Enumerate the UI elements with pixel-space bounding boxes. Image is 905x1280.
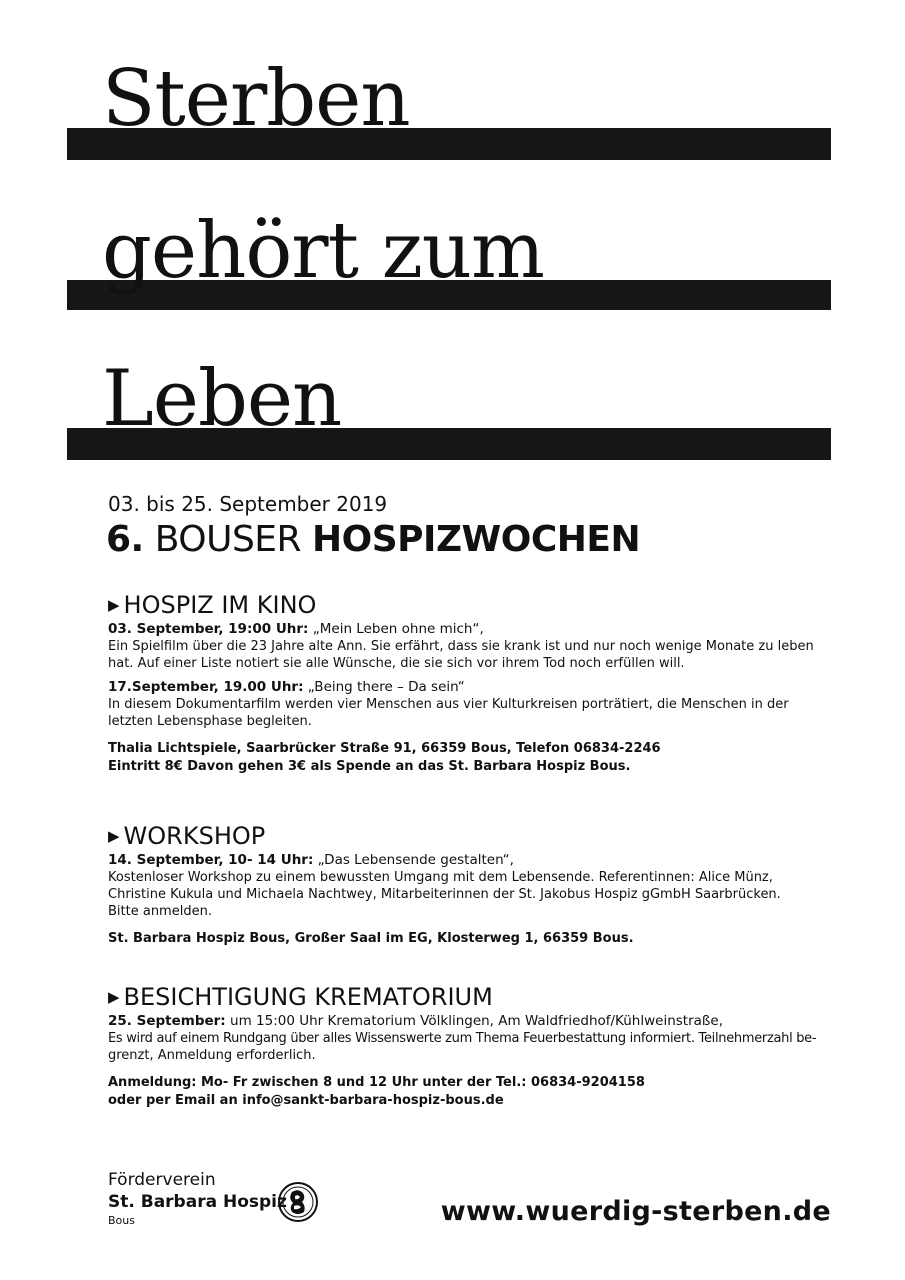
section-kino (108, 592, 848, 776)
film2-title: „Being there – Da sein“ (307, 678, 465, 695)
triangle-right-icon: ▶ (108, 596, 120, 615)
triangle-right-icon: ▶ (108, 827, 120, 846)
org-line-1: Förderverein (108, 1170, 216, 1190)
org-line-2: St. Barbara Hospiz (108, 1192, 287, 1212)
krematorium-details: um 15:00 Uhr Krematorium Völklingen, Am Waldfriedhof/Kühlweinstraße, (230, 1012, 724, 1029)
registration-phone: Anmeldung: Mo- Fr zwischen 8 und 12 Uhr unter der Tel.: 06834-9204158 (108, 1074, 645, 1090)
film1-desc-1: Ein Spielfilm über die 23 Jahre alte Ann. Sie erfährt, dass sie krank ist und nur noch wenige Monate zu leben (108, 638, 814, 654)
krematorium-header (108, 1012, 848, 1030)
section-krematorium (108, 984, 848, 1110)
section-krematorium-heading (108, 984, 848, 1012)
film1-title: „Mein Leben ohne mich“, (312, 620, 484, 637)
film2-desc-1: In diesem Dokumentarfilm werden vier Menschen aus vier Kulturkreisen porträtiert, die Menschen in der (108, 696, 789, 712)
section-workshop (108, 823, 848, 948)
event-title-bold: HOSPIZWOCHEN (312, 519, 641, 560)
film1-header (108, 620, 848, 638)
triangle-right-icon: ▶ (108, 988, 120, 1007)
workshop-venue: St. Barbara Hospiz Bous, Großer Saal im EG, Klosterweg 1, 66359 Bous. (108, 930, 634, 946)
section-workshop-heading (108, 823, 848, 851)
krematorium-desc-2: grenzt, Anmeldung erforderlich. (108, 1047, 316, 1063)
workshop-header (108, 851, 848, 869)
event-date-range: 03. bis 25. September 2019 (108, 492, 388, 516)
event-title-regular: BOUSER (154, 519, 302, 560)
workshop-desc-1: Kostenloser Workshop zu einem bewussten Umgang mit dem Lebensende. Referentinnen: Alice Münz, (108, 869, 773, 885)
workshop-desc-3: Bitte anmelden. (108, 903, 212, 919)
footer-org (108, 1169, 287, 1229)
event-title (106, 518, 640, 561)
film2-desc-2: letzten Lebensphase begleiten. (108, 713, 312, 729)
event-number: 6. (106, 519, 144, 560)
krematorium-desc-1: Es wird auf einem Rundgang über alles Wissenswerte zum Thema Feuerbestattung informiert. Teilnehmerzahl be- (108, 1030, 817, 1046)
headline-line-3: Leben (102, 354, 342, 444)
film1-when: 03. September, 19:00 Uhr: (108, 620, 309, 637)
registration-email[interactable]: oder per Email an info@sankt-barbara-hospiz-bous.de (108, 1092, 504, 1108)
org-line-3: Bous (108, 1214, 135, 1227)
hospiz-logo-icon (276, 1180, 320, 1228)
website-link[interactable]: www.wuerdig-sterben.de (440, 1196, 831, 1227)
section-kino-heading-text: HOSPIZ IM KINO (123, 591, 317, 619)
workshop-title: „Das Lebensende gestalten“, (317, 851, 514, 868)
film1-desc-2: hat. Auf einer Liste notiert sie alle Wünsche, die sie sich vor ihrem Tod noch erfüllen will. (108, 655, 685, 671)
krematorium-when: 25. September: (108, 1012, 226, 1029)
section-krematorium-heading-text: BESICHTIGUNG KREMATORIUM (123, 983, 493, 1011)
workshop-desc-2: Christine Kukula und Michaela Nachtwey, Mitarbeiterinnen der St. Jakobus Hospiz gGmbH Saarbrücken. (108, 886, 781, 902)
section-kino-heading (108, 592, 848, 620)
film2-header (108, 678, 848, 696)
film2-when: 17.September, 19.00 Uhr: (108, 678, 304, 695)
kino-venue: Thalia Lichtspiele, Saarbrücker Straße 91, 66359 Bous, Telefon 06834-2246 (108, 740, 661, 756)
workshop-when: 14. September, 10- 14 Uhr: (108, 851, 314, 868)
headline-line-1: Sterben (102, 54, 410, 144)
section-workshop-heading-text: WORKSHOP (123, 822, 266, 850)
kino-entry: Eintritt 8€ Davon gehen 3€ als Spende an das St. Barbara Hospiz Bous. (108, 758, 631, 774)
headline-line-2: gehört zum (102, 206, 545, 296)
